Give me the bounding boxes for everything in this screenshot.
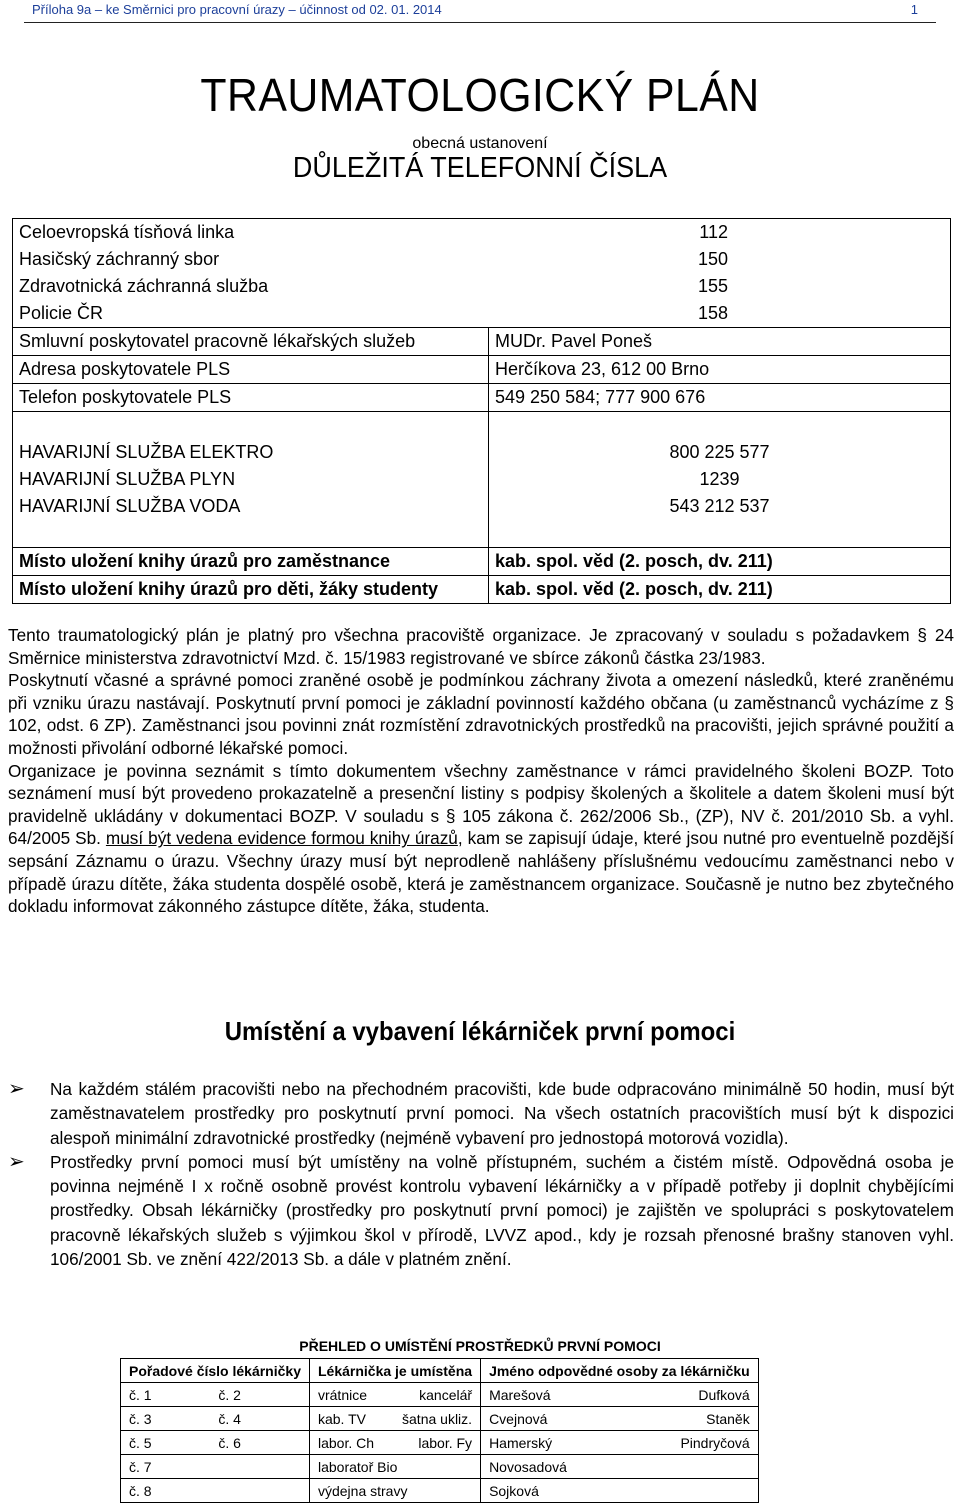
kit-location-cell [309,1383,480,1407]
emergency-label: Hasičský záchranný sbor [13,246,489,273]
emergency-number: 150 [489,246,951,273]
underlined-text: musí být vedena evidence formou knihy úrazů [105,828,458,849]
responsible-person: Cvejnová [489,1410,548,1427]
intro-paragraph: Tento traumatologický plán je platný pro všechna pracoviště organizace. Je zpracovaný v souladu s požadavkem § 24 Směrnice ministerstva zdravotnictví Mzd. č. 15/1983 registrované ve sbírce zákonů částka 23/1983. [8,625,954,668]
hazard-label: HAVARIJNÍ SLUŽBA ELEKTRO [13,439,489,466]
table-row [121,1479,759,1503]
page-number: 1 [910,2,918,17]
provider-label: Adresa poskytovatele PLS [13,356,489,384]
first-aid-list [8,1077,954,1271]
kit-location-cell [309,1455,480,1479]
intro-paragraph [8,760,954,918]
hazard-label: HAVARIJNÍ SLUŽBA VODA [13,493,489,520]
emergency-label: Celoevropská tísňová linka [13,219,489,247]
hazard-number: 543 212 537 [489,493,951,520]
kit-location: kab. TV [317,1410,366,1427]
book-location-value: kab. spol. věd (2. posch, dv. 211) [489,548,951,576]
kit-number: č. 3 [129,1410,152,1427]
kit-location: výdejna stravy [317,1482,408,1499]
intro-text-part: Organizace je povinna seznámit s tímto dokumentem všechny zaměstnance v rámci pravidelného školeni BOZP. Toto seznámení musí být provedeno prokazatelně a presenční listiny s podpisy školených a školitele a datem školeni musí být pravidelně ukládány v dokumentaci BOZP. V souladu s § 105 zákona č. 262/2006 Sb., (ZP), NV č. 201/2010 Sb. a vyhl. 64/2005 Sb. [8,760,954,849]
kit-location-cell [309,1431,480,1455]
responsible-person: Pindryčová [680,1434,750,1451]
responsible-person: Staněk [706,1410,750,1427]
column-header: Lékárnička je umístěna [309,1359,480,1383]
provider-value: MUDr. Pavel Poneš [489,328,951,356]
table-row [121,1383,759,1407]
responsible-person: Novosadová [489,1458,567,1475]
table-row [121,1455,759,1479]
provider-value: Herčíkova 23, 612 00 Brno [489,356,951,384]
emergency-label: Zdravotnická záchranná služba [13,273,489,300]
table-row [121,1407,759,1431]
hazard-number: 800 225 577 [489,439,951,466]
contacts-table [12,218,951,604]
responsible-person-cell [481,1383,759,1407]
book-location-label: Místo uložení knihy úrazů pro děti, žáky studenty [13,576,489,604]
table-row [121,1431,759,1455]
responsible-person-cell [481,1479,759,1503]
overview-heading: PŘEHLED O UMÍSTĚNÍ PROSTŘEDKŮ PRVNÍ POMOCI [299,1338,661,1354]
emergency-number: 155 [489,273,951,300]
responsible-person-cell [481,1431,759,1455]
kit-number: č. 1 [129,1386,152,1403]
kit-location: labor. Ch [317,1434,375,1451]
responsible-person: Dufková [698,1386,750,1403]
kit-number: č. 6 [218,1434,241,1451]
column-header: Jméno odpovědné osoby za lékárničku [481,1359,759,1383]
arrowhead-bullet-icon: ➢ [8,1078,25,1100]
intro-paragraph: Poskytnutí včasné a správné pomoci zraněné osobě je podmínkou záchrany života a omezení následků, které zraněnému při vzniku úrazu nastávají. Poskytnutí první pomoci je základní povinností každého občana (u zaměstnanců vycházíme z § 102, odst. 6 ZP). Zaměstnanci jsou povinni znát rozmístění zdravotnických prostředků na pracovišti, jejich správné použití a možnosti přivolání odborné lékařské pomoci. [8,670,954,758]
kit-number-cell [121,1383,310,1407]
book-location-value: kab. spol. věd (2. posch, dv. 211) [489,576,951,604]
kit-number: č. 2 [218,1386,241,1403]
provider-label: Telefon poskytovatele PLS [13,384,489,412]
column-header: Pořadové číslo lékárničky [121,1359,310,1383]
kit-location: labor. Fy [418,1434,473,1451]
kit-number: č. 5 [129,1434,152,1451]
list-item [8,1077,954,1150]
intro-text-part: , kam se zapisují údaje, které jsou nutné pro eventuelně pozdější sepsání Záznamu o úrazu. Všechny úrazy musí být neprodleně nahlášeny příslušnému vedoucímu zaměstnanci nebo v případě úrazu dítěte, žáka studenta dospělé osobě, která je zaměstnancem organizace. Současně je nutno bez zbytečného dokladu informovat zákonného zástupce dítěte, žáka, studenta. [8,828,955,917]
intro-text [8,624,954,918]
emergency-label: Policie ČR [13,300,489,328]
responsible-person-cell [481,1455,759,1479]
list-item-text: Na každém stálém pracovišti nebo na přechodném pracovišti, kde bude odpracováno minimálně 50 hodin, musí být zaměstnavatelem prostředky pro poskytnutí první pomoci. Na všech ostatních pracovištích musí být k dispozici alespoň minimální zdravotnické prostředky (nejméně vybavení pro jednostopá motorová vozidla). [50,1079,954,1148]
kit-number: č. 8 [129,1482,152,1499]
kit-number: č. 7 [129,1458,152,1475]
emergency-number: 112 [489,219,951,247]
kit-location: laboratoř Bio [317,1458,398,1475]
kit-location: šatna ukliz. [402,1410,473,1427]
kit-location: kancelář [419,1386,473,1403]
responsible-person: Hamerský [489,1434,553,1451]
provider-label: Smluvní poskytovatel pracovně lékařských služeb [13,328,489,356]
first-aid-heading: Umístění a vybavení lékárniček první pomoci [224,1016,736,1046]
list-item [8,1150,954,1271]
hazard-number: 1239 [489,466,951,493]
responsible-person-cell [481,1407,759,1431]
document-subtitle: obecná ustanovení [412,135,548,152]
responsible-person: Marešová [489,1386,551,1403]
list-item-text: Prostředky první pomoci musí být umístěny na volně přístupném, suchém a čistém místě. Odpovědná osoba je povinna nejméně I x ročně osobně provést kontrolu vybavení lékárničky a v případě potřeby ji doplnit chybějícími prostředky. Obsah lékárničky (prostředky pro poskytnutí první pomoci) je zajištěn ve spolupráci s poskytovatelem pracovně lékařských služeb s výjimkou škol v přírodě, LVVZ apod., kdy je rozsah přenosné brašny stanoven vyhl. 106/2001 Sb. ve znění 422/2013 Sb. a dále v platném znění. [50,1151,954,1270]
kit-location-cell [309,1407,480,1431]
hazard-label: HAVARIJNÍ SLUŽBA PLYN [13,466,489,493]
table-body [121,1383,759,1503]
kit-number-cell [121,1479,310,1503]
header-text: Příloha 9a – ke Směrnici pro pracovní úrazy – účinnost od 02. 01. 2014 [32,2,442,17]
kit-location: vrátnice [317,1386,368,1403]
page-header [24,0,936,23]
emergency-number: 158 [489,300,951,328]
first-aid-kits-table [120,1358,759,1503]
arrowhead-bullet-icon: ➢ [8,1150,25,1173]
responsible-person: Sojková [489,1482,539,1499]
kit-number-cell [121,1431,310,1455]
book-location-label: Místo uložení knihy úrazů pro zaměstnance [13,548,489,576]
phone-numbers-heading: DŮLEŽITÁ TELEFONNÍ ČÍSLA [292,152,668,184]
kit-location-cell [309,1479,480,1503]
kit-number: č. 4 [218,1410,241,1427]
kit-number-cell [121,1455,310,1479]
kit-number-cell [121,1407,310,1431]
provider-value: 549 250 584; 777 900 676 [489,384,951,412]
document-title: TRAUMATOLOGICKÝ PLÁN [200,69,760,121]
